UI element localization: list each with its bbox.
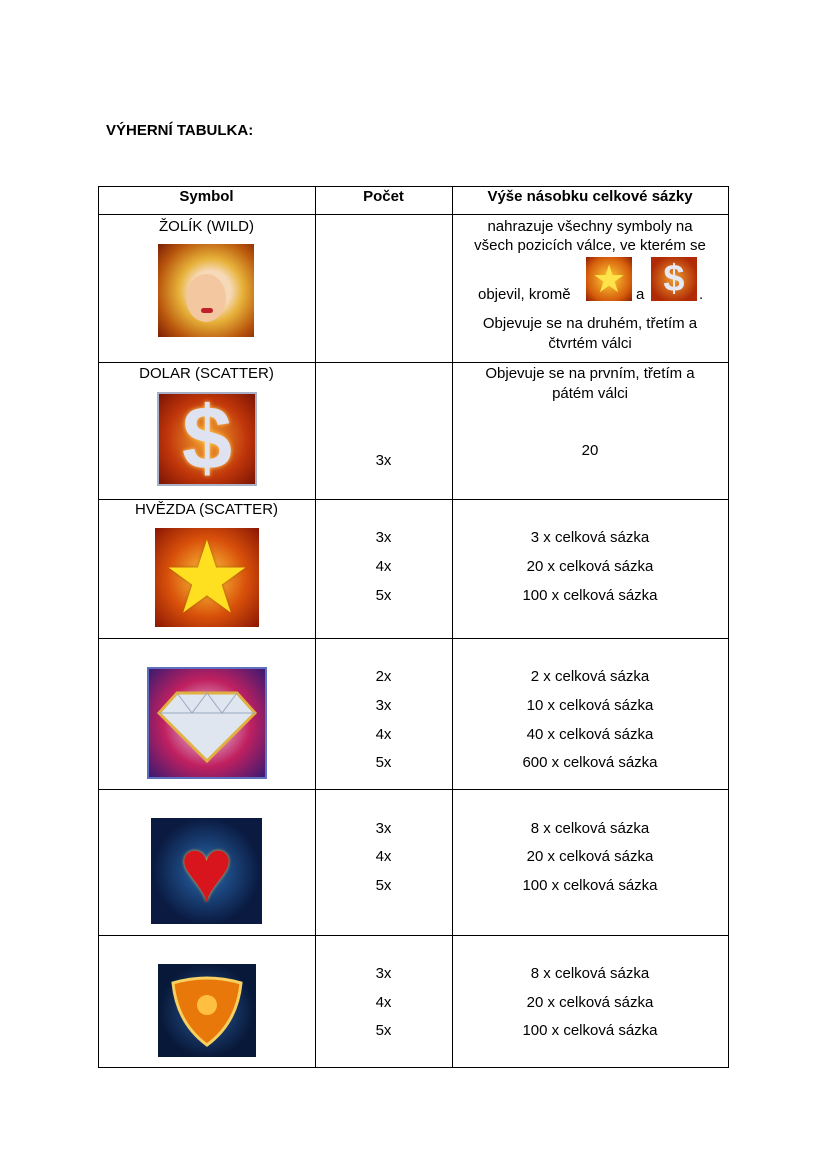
payout: 100 x celková sázka <box>522 877 658 894</box>
divider <box>728 186 729 1068</box>
count: 4x <box>375 558 392 575</box>
count: 3x <box>375 452 392 469</box>
dollar-icon: $ <box>157 392 257 486</box>
star-icon: ★ <box>586 257 632 301</box>
payout: 20 <box>581 442 599 459</box>
count: 3x <box>375 697 392 714</box>
count: 3x <box>375 965 392 982</box>
wild-desc-line: a <box>636 286 645 303</box>
count: 5x <box>375 587 392 604</box>
payout: 100 x celková sázka <box>522 1022 658 1039</box>
divider <box>98 214 729 215</box>
divider <box>315 186 316 1068</box>
diamond-icon <box>147 667 267 779</box>
count: 5x <box>375 877 392 894</box>
heart-gem-icon: ♥ <box>151 818 262 924</box>
wild-desc-line: Objevuje se na druhém, třetím a <box>482 315 698 332</box>
wild-desc-line: všech pozicích válce, ve kterém se <box>474 237 706 254</box>
payout: 8 x celková sázka <box>530 965 650 982</box>
divider <box>98 186 99 1068</box>
symbol-name: ŽOLÍK (WILD) <box>158 218 254 235</box>
dollar-desc-line: pátém válci <box>552 385 628 402</box>
payout: 100 x celková sázka <box>522 587 658 604</box>
payout: 20 x celková sázka <box>526 558 654 575</box>
symbol-name: HVĚZDA (SCATTER) <box>134 501 279 518</box>
divider <box>98 638 729 639</box>
count: 4x <box>375 848 392 865</box>
divider <box>98 789 729 790</box>
payout: 10 x celková sázka <box>526 697 654 714</box>
divider <box>98 935 729 936</box>
payout: 20 x celková sázka <box>526 848 654 865</box>
payout: 20 x celková sázka <box>526 994 654 1011</box>
divider <box>98 186 729 187</box>
wild-desc-line: nahrazuje všechny symboly na <box>487 218 693 235</box>
count: 5x <box>375 1022 392 1039</box>
divider <box>98 1067 729 1068</box>
header-symbol: Symbol <box>179 188 234 205</box>
count: 4x <box>375 726 392 743</box>
count: 4x <box>375 994 392 1011</box>
payout: 2 x celková sázka <box>530 668 650 685</box>
dollar-desc-line: Objevuje se na prvním, třetím a <box>485 365 695 382</box>
wild-desc-line: čtvrtém válci <box>548 335 632 352</box>
payout: 40 x celková sázka <box>526 726 654 743</box>
wild-desc-line: . <box>699 286 704 303</box>
divider <box>98 362 729 363</box>
payout: 600 x celková sázka <box>522 754 658 771</box>
count: 3x <box>375 820 392 837</box>
page-title: VÝHERNÍ TABULKA: <box>106 122 254 139</box>
count: 3x <box>375 529 392 546</box>
header-payout: Výše násobku celkové sázky <box>487 188 693 205</box>
star-icon: ★ <box>155 528 259 627</box>
woman-wild-icon <box>158 244 254 337</box>
payout: 8 x celková sázka <box>530 820 650 837</box>
header-count: Počet <box>363 188 404 205</box>
payout: 3 x celková sázka <box>530 529 650 546</box>
count: 2x <box>375 668 392 685</box>
symbol-name: DOLAR (SCATTER) <box>139 365 274 382</box>
divider <box>98 499 729 500</box>
amber-gem-icon <box>158 964 256 1057</box>
count: 5x <box>375 754 392 771</box>
wild-desc-line: objevil, kromě <box>478 286 571 303</box>
dollar-icon: $ <box>651 257 697 301</box>
